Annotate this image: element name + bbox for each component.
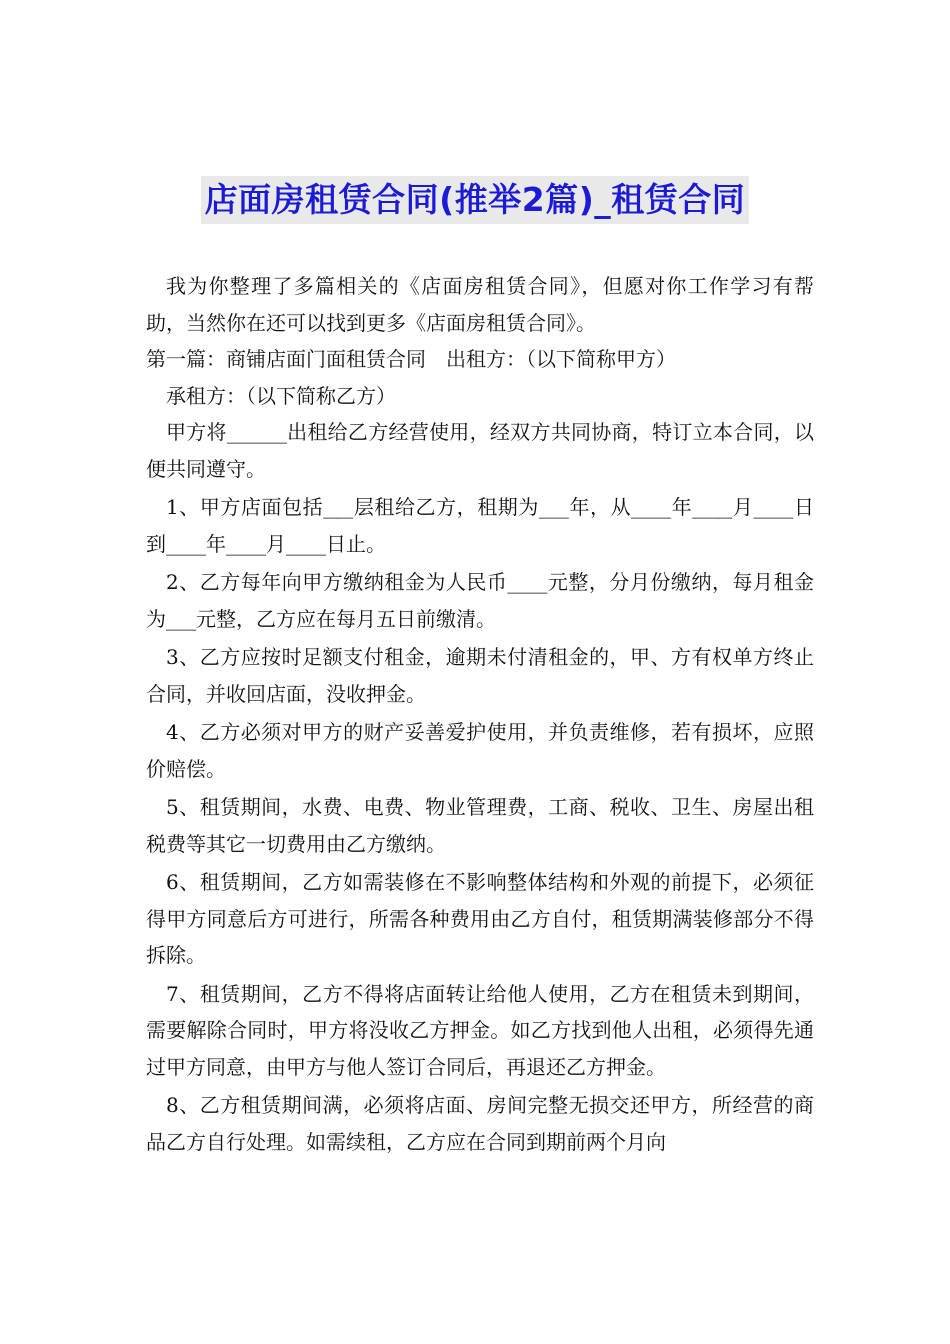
paragraph-first-article: 第一篇：商铺店面门面租赁合同 出租方：（以下简称甲方） <box>146 347 676 371</box>
title-container <box>0 176 950 224</box>
document-title: 店面房租赁合同(推举2篇)_租赁合同 <box>201 176 750 224</box>
clause-6: 6、租赁期间，乙方如需装修在不影响整体结构和外观的前提下，必须征得甲方同意后方可进行，所需各种费用由乙方自付，租赁期满装修部分不得拆除。 <box>146 870 814 967</box>
document-body <box>146 268 814 1160</box>
paragraph-lessee: 承租方：（以下简称乙方） <box>166 383 396 408</box>
paragraph-preamble: 甲方将______出租给乙方经营使用，经双方共同协商，特订立本合同，以便共同遵守。 <box>146 420 814 481</box>
clause-7: 7、租赁期间，乙方不得将店面转让给他人使用，乙方在租赁未到期间，需要解除合同时，甲方将没收乙方押金。如乙方找到他人出租，必须得先通过甲方同意，由甲方与他人签订合同后，再退还乙方押金。 <box>146 981 814 1079</box>
clause-2: 2、乙方每年向甲方缴纳租金为人民币____元整，分月份缴纳，每月租金为___元整，乙方应在每月五日前缴清。 <box>146 570 814 631</box>
clause-4: 4、乙方必须对甲方的财产妥善爱护使用，并负责维修，若有损坏，应照价赔偿。 <box>146 720 814 781</box>
clause-8: 8、乙方租赁期间满，必须将店面、房间完整无损交还甲方，所经营的商品乙方自行处理。如需续租，乙方应在合同到期前两个月向 <box>146 1093 814 1154</box>
clause-1: 1、甲方店面包括___层租给乙方，租期为___年，从____年____月____日到____年____月____日止。 <box>146 495 814 556</box>
paragraph-intro: 我为你整理了多篇相关的《店面房租赁合同》，但愿对你工作学习有帮助，当然你在还可以找到更多《店面房租赁合同》。 <box>146 274 814 335</box>
clause-3: 3、乙方应按时足额支付租金，逾期未付清租金的，甲、方有权单方终止合同，并收回店面，没收押金。 <box>146 645 814 706</box>
clause-5: 5、租赁期间，水费、电费、物业管理费，工商、税收、卫生、房屋出租税费等其它一切费用由乙方缴纳。 <box>146 795 814 856</box>
